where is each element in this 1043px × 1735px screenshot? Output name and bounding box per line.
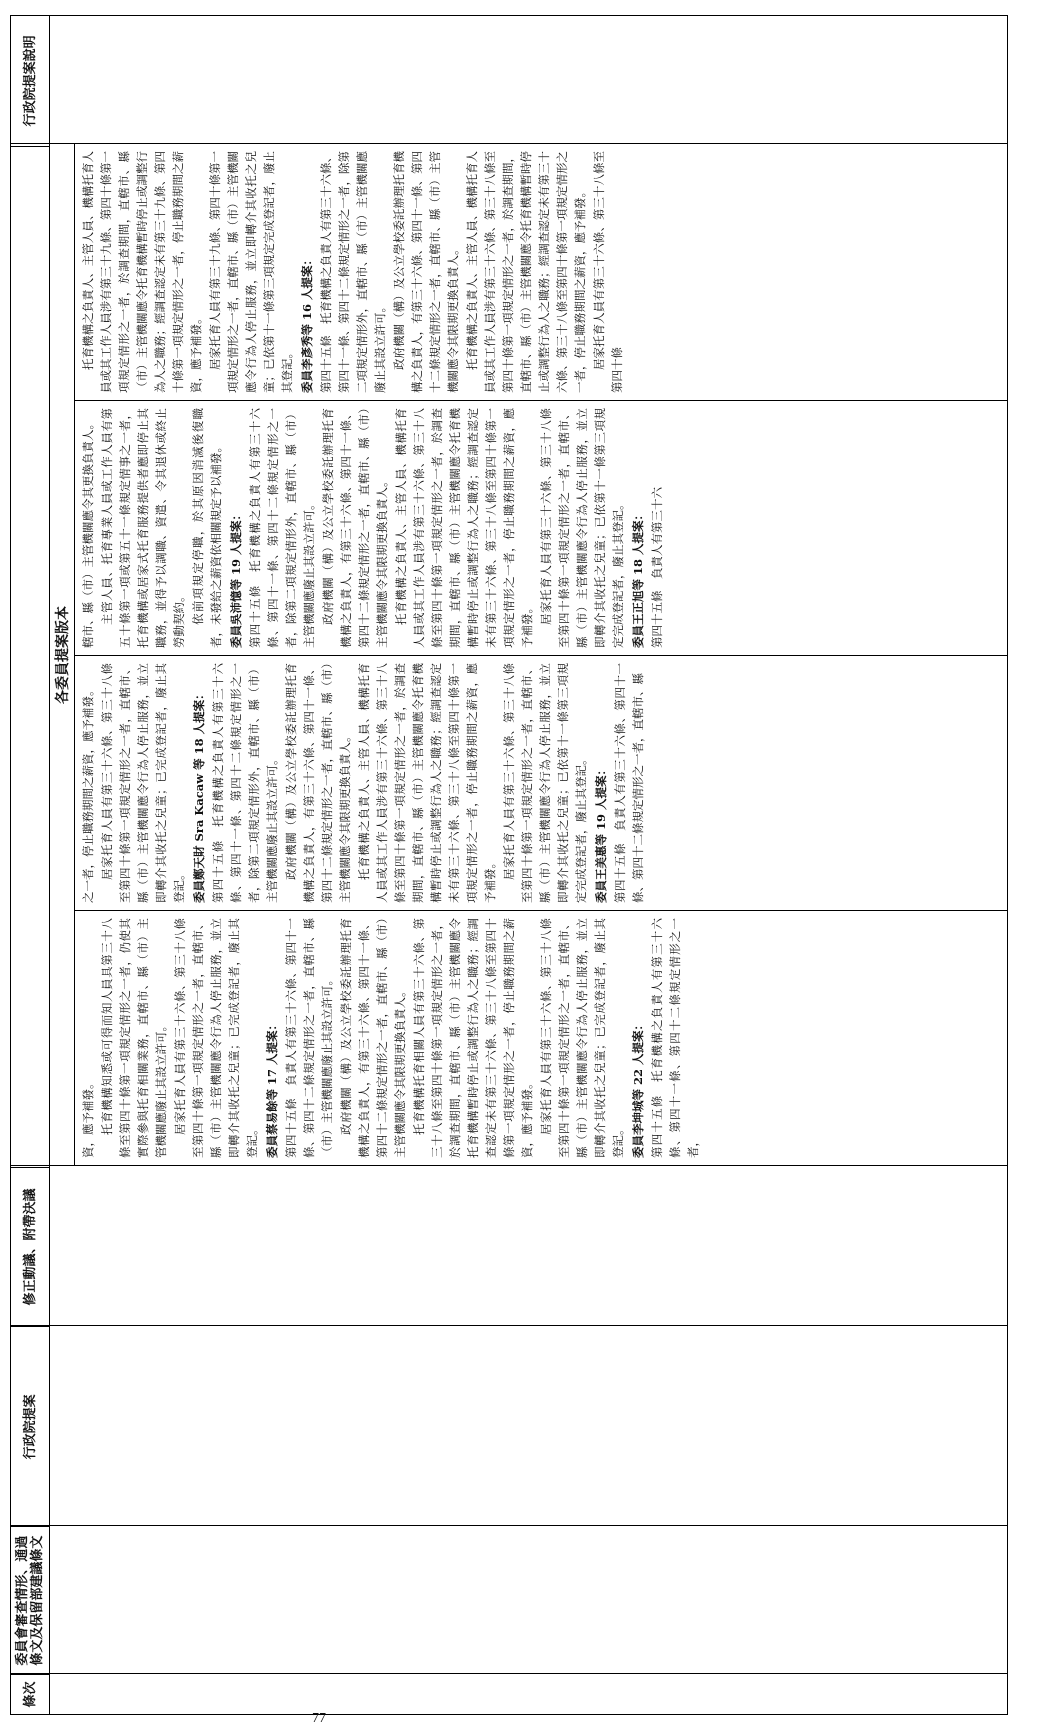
divider (75, 910, 1007, 911)
divider (11, 1325, 1007, 1326)
header-member-versions: 各委員提案版本 (49, 144, 75, 1166)
header-executive-explanation: 行政院提案說明 (22, 35, 38, 127)
proposal-paragraph: 政府機關（構）及公立學校委託辦理托育機構之負責人，有第三十六條、第四十一條、第四十二條規定情形之一者，直轄市、縣（市）主管機關應令其限期更換負責人。 (284, 663, 352, 903)
divider (11, 1165, 1007, 1166)
proposal-paragraph: 第四十五條 負責人有第三十六條、第四十一條、第四十二條規定情形之一者，直轄市、縣 (613, 663, 645, 903)
proposer-heading: 委員吳沛憶等 19 人提案： (229, 508, 243, 648)
proposer-heading: 委員鄭天財 Sra Kacaw 等 18 人提案： (192, 688, 206, 903)
proposal-paragraph: 資，應予補發。 (81, 1077, 95, 1158)
proposal-paragraph: 第四十五條 托育機構之負責人有第三十六條、第四十一條、第四十二條規定情形之一者，除第二項規定情形外，直轄市、縣（市）主管機關應廢止其設立許可。 (248, 408, 316, 648)
proposal-paragraph: 居家托育人員有第三十六條、第三十八條至第四十條第一項規定情形之一者，直轄市、縣（市）主管機關應令行為人停止服務，並立即轉介其收托之兒童；已依第十一條第三項規定完成登記者，廢止其登記。 (502, 663, 588, 903)
proposal-paragraph: 居家托育人員有第三十六條、第三十八條至第四十條 (592, 151, 624, 393)
proposer-heading: 委員蔡易餘等 17 人提案： (265, 1018, 279, 1158)
header-member-versions-spacer (11, 146, 49, 1167)
divider (75, 400, 1007, 401)
proposal-paragraph: 第四十五條 托育機構之負責人有第三十六條、第四十一條、第四十二條規定情形之一者，除第二項規定情形外，直轄市、縣（市）主管機關應廢止其設立許可。 (211, 663, 279, 903)
proposal-paragraph: 托育機構之負責人、主管人員、機構托育人員或其工作人員涉有第三十六條、第三十八條至第四十條第一項規定情形之一者，於調查期間，直轄市、縣（市）主管機關應令托育機構暫時停止或調整行為人之職務；經調查認定未有第三十六條、第三十八條至第四十條第一項規定情形之一者，停止職務期間之薪資，應予補發。 (357, 663, 497, 903)
proposal-paragraph: 居家托育人員有第三十六條、第三十八條至第四十條第一項規定情形之一者，直轄市、縣（市）主管機關應令行為人停止服務，並立即轉介其收托之兒童；已完成登記者，廢止其登記。 (539, 918, 625, 1158)
proposal-paragraph: 依前項規定停職，於其原因消滅後復職者，未發給之薪資依相關規定予以補發。 (191, 408, 223, 648)
proposal-paragraph: 第四十五條 托育機構之負責人有第三十六條、第四十一條、第四十二條規定情形之一者， (650, 918, 700, 1158)
header-amendment-motion: 修正動議、附帶決議 (11, 1167, 49, 1327)
proposal-paragraph: 主管人員、托育專業人員或工作人員有第五十條第一項或第五十一條規定情事之一者，托育機構或居家式托育服務提供者應即停止其職務，並得予以調職、資遣、令其退休或終止勞動契約。 (100, 408, 186, 648)
proposal-paragraph: 之一者，停止職務期間之薪資，應予補發。 (81, 684, 95, 903)
proposer-heading: 委員王美惠等 19 人提案： (594, 763, 608, 903)
header-executive-proposal: 行政院提案 (11, 1326, 49, 1526)
proposal-paragraph: 政府機關（構）及公立學校委託辦理托育機構之負責人，有第三十六條、第四十一條、第四十二條規定情形之一者，直轄市、縣（市）主管機關應令其限期更換負責人。 (339, 918, 407, 1158)
proposal-paragraph: 第四十五條 負責人有第三十六 (650, 487, 664, 648)
divider (75, 655, 1007, 656)
divider (11, 143, 1007, 144)
proposal-paragraph: 轄市、縣（市）主管機關應令其更換負責人。 (81, 418, 95, 648)
header-article: 條次 (11, 1674, 49, 1714)
proposal-paragraph: 第四十五條 負責人有第三十六條、第四十一條、第四十二條規定情形之一者，直轄市、縣（市）主管機關應廢止其設立許可。 (284, 918, 334, 1158)
divider (11, 1673, 1007, 1674)
proposer-heading: 委員王正旭等 18 人提案： (631, 508, 645, 648)
proposal-paragraph: 托育機構之負責人、主管人員、機構托育人員或其工作人員涉有第三十六條、第三十八條至第四十條第一項規定情形之一者，於調查期間，直轄市、縣（市）主管機關應令托育機構暫時停止或調整行為人之職務；經調查認定未有第三十六條、第三十八條至第四十條第一項規定情形之一者，停止職務期間之薪資，應予補發。 (394, 408, 534, 648)
proposal-paragraph: 托育機構之負責人、主管人員、機構托育人員或其工作人員涉有第三十六條、第三十八條至第四十條第一項規定情形之一者，於調查期間，直轄市、縣（市）主管機關應令托育機構暫時停止或調整行為人之職務；經調查認定未有第三十六條、第三十八條至第四十條第一項規定情形之一者，停止職務期間之薪資，應予補發。 (465, 151, 587, 393)
proposal-column-2 (79, 663, 1001, 903)
proposal-paragraph: 居家托育人員有第三十六條、第三十八條至第四十條第一項規定情形之一者，直轄市、縣（市）主管機關應令行為人停止服務，並立即轉介其收托之兒童；已完成登記者，廢止其登記。 (173, 918, 259, 1158)
proposer-heading: 委員李坤城等 22 人提案： (631, 1018, 645, 1158)
proposal-paragraph: 居家托育人員有第三十六條、第三十八條至第四十條第一項規定情形之一者，直轄市、縣（市）主管機關應令行為人停止服務，並立即轉介其收托之兒童；已依第十一條第三項規定完成登記者，廢止其登記。 (539, 408, 625, 648)
proposal-column-1 (79, 918, 1001, 1158)
proposal-paragraph: 托育機構托育相關人員有第三十六條、第三十八條至第四十條第一項規定情形之一者，於調查期間，直轄市、縣（市）主管機關應令托育機構暫時停止或調整行為人之職務；經調查認定未有第三十六條、第三十八條至第四十條第一項規定情形之一者，停止職務期間之薪資，應予補發。 (412, 918, 534, 1158)
proposal-paragraph: 居家托育人員有第三十九條、第四十條第一項規定情形之一者，直轄市、縣（市）主管機關應令行為人停止服務，並立即轉介其收托之兒童；已依第十一條第三項規定完成登記者，廢止其登記。 (208, 151, 294, 393)
proposal-paragraph: 托育機構知悉或可得而知人員具第三十八條至第四十條第一項規定情形之一者，仍使其實際參與托育相關業務，直轄市、縣（市）主管機關應廢止其設立許可。 (100, 918, 168, 1158)
proposal-paragraph: 政府機關（構）及公立學校委託辦理托育機構之負責人，有第三十六條、第四十一條、第四十二條規定情形之一者，直轄市、縣（市）主管機關應令其限期更換負責人。 (392, 151, 460, 393)
comparison-table (10, 15, 1008, 1715)
divider (11, 1525, 1007, 1526)
proposal-paragraph: 政府機關（構）及公立學校委託辦理托育機構之負責人，有第三十六條、第四十一條、第四十二條規定情形之一者，直轄市、縣（市）主管機關應令其限期更換負責人。 (321, 408, 389, 648)
table-header-row (11, 16, 50, 1714)
proposal-column-3 (79, 408, 1001, 648)
proposer-heading: 委員李彥秀等 16 人提案： (300, 253, 314, 393)
proposal-column-4 (79, 151, 1001, 393)
proposal-paragraph: 居家托育人員有第三十六條、第三十八條至第四十條第一項規定情形之一者，直轄市、縣（市）主管機關應令行為人停止服務，並立即轉介其收托之兒童；已完成登記者，廢止其登記。 (100, 663, 186, 903)
page-number: 77 (312, 1711, 326, 1726)
proposal-paragraph: 托育機構之負責人、主管人員、機構托育人員或其工作人員涉有第三十九條、第四十條第一項規定情形之一者，於調查期間，直轄市、縣（市）主管機關應令托育機構暫時停止或調整行為人之職務；經調查認定未有第三十九條、第四十條第一項規定情形之一者，停止職務期間之薪資，應予補發。 (81, 151, 203, 393)
header-committee-review: 委員會審查情形、通過條文及保留部建議條文 (11, 1526, 49, 1674)
proposal-paragraph: 第四十五條 托育機構之負責人有第三十六條、第四十一條、第四十二條規定情形之一者，除第二項規定情形外，直轄市、縣（市）主管機關應廢止其設立許可。 (319, 151, 387, 393)
